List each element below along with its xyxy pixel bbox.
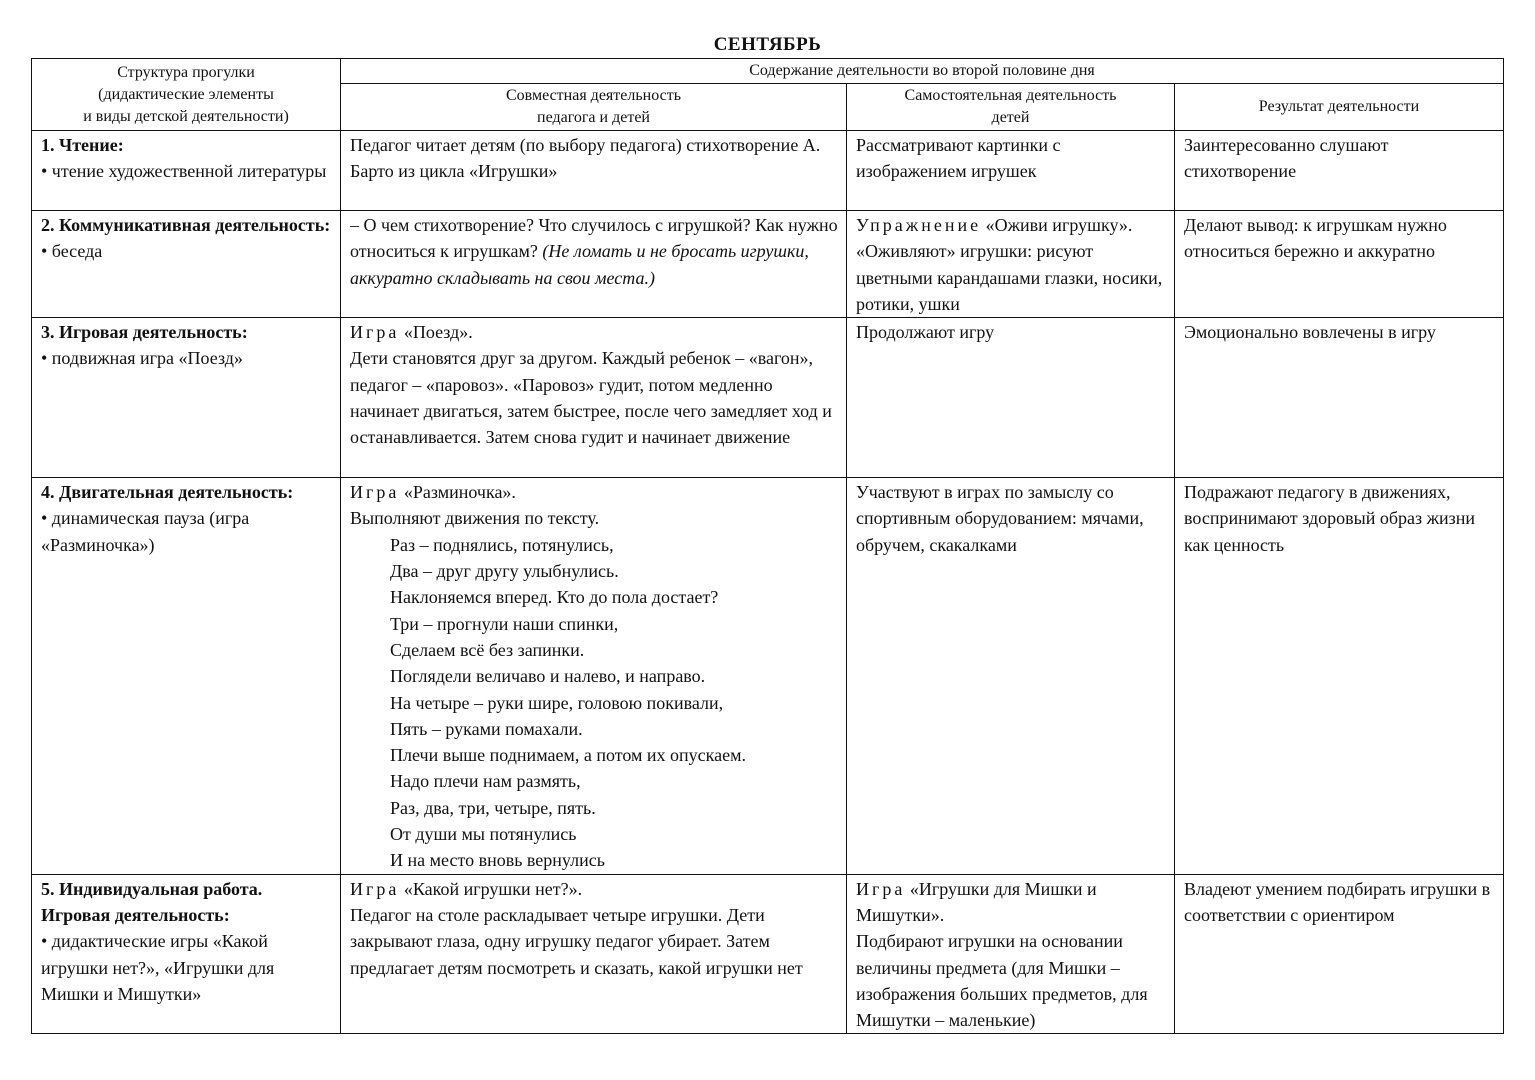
poem-line: Поглядели величаво и налево, и направо. [390,666,706,687]
header-joint [341,84,847,131]
independent-cell [847,131,1175,211]
activity-label: Игра [350,322,400,343]
structure-cell [32,318,341,478]
result-cell [1175,318,1504,478]
poem-line: И на место вновь вернулись [390,850,605,871]
structure-cell [32,211,341,318]
header-content: Содержание деятельности во второй половине дня [341,59,1504,84]
result-cell [1175,211,1504,318]
independent-text: Подбирают игрушки на основании величины предмета (для Мишки – изображения больших предметов, для Мишутки – маленькие) [856,931,1148,1031]
table-row [32,478,1504,874]
result-cell [1175,131,1504,211]
joint-cell [341,211,847,318]
independent-text: Участвуют в играх по замыслу со спортивным оборудованием: мячами, обручем, скакалками [856,482,1144,555]
structure-title: 1. Чтение: [41,135,124,155]
joint-text: Педагог читает детям (по выбору педагога) стихотворение А. Барто из цикла «Игрушки» [350,135,821,182]
structure-cell [32,874,341,1034]
structure-item: • беседа [41,241,103,262]
activity-table [31,58,1504,1034]
header-structure [32,59,341,131]
game-name: «Поезд». [403,322,473,343]
header-joint-line: Совместная деятельность [505,87,682,104]
structure-title: 4. Двигательная деятельность: [41,482,294,503]
poem-line: Сделаем всё без запинки. [390,639,585,660]
structure-cell [32,478,341,874]
header-result: Результат деятельности [1175,84,1504,131]
poem [390,532,839,874]
structure-title: 2. Коммуникативная деятельность: [41,215,331,235]
independent-cell [847,318,1175,478]
header-independent [847,84,1175,131]
result-text: Эмоционально вовлечены в игру [1184,322,1436,343]
table-row [32,131,1504,211]
structure-title: 3. Игровая деятельность: [41,322,248,343]
poem-line: Раз, два, три, четыре, пять. [390,797,596,818]
header-structure-line: и виды детской деятельности) [83,107,289,125]
structure-item: • подвижная игра «Поезд» [41,348,243,369]
structure-title: 5. Индивидуальная работа. Игровая деятельность: [41,878,263,925]
result-cell [1175,478,1504,874]
game-name: «Какой игрушки нет?». [403,878,583,899]
poem-line: Плечи выше поднимаем, а потом их опускаем. [390,745,746,766]
poem-line: На четыре – руки шире, головою покивали, [390,692,724,713]
joint-cell [341,131,847,211]
poem-line: Два – друг другу улыбнулись. [390,561,619,582]
independent-text: «Оживи игрушку». «Оживляют» игрушки: рисуют цветными карандашами глазки, носики, ротики, ушки [856,215,1163,314]
table-row [32,874,1504,1034]
result-text: Владеют умением подбирать игрушки в соответствии с ориентиром [1184,878,1491,925]
joint-text: – О чем стихотворение? Что случилось с игрушкой? Как нужно относиться к игрушкам? [350,215,838,262]
header-joint-line: педагога и детей [537,109,650,126]
independent-cell [847,211,1175,318]
structure-item: • динамическая пауза (игра «Разминочка») [41,508,250,555]
header-structure-line: (дидактические элементы [98,85,274,103]
independent-cell [847,874,1175,1034]
result-cell [1175,874,1504,1034]
activity-label: Игра [350,482,400,503]
joint-cell [341,318,847,478]
poem-line: Надо плечи нам размять, [390,771,581,792]
poem-line: От души мы потянулись [390,824,577,845]
joint-text: Педагог на столе раскладывает четыре игрушки. Дети закрывают глаза, одну игрушку педагог убирает. Затем предлагает детям посмотреть и сказать, какой игрушки нет [350,904,803,978]
joint-italic-note: (Не ломать и не бросать игрушки, аккуратно складывать на свои места.) [350,241,809,288]
activity-label: Игра [856,878,906,899]
table-row [32,318,1504,478]
poem-line: Три – прогнули наши спинки, [390,613,619,634]
activity-label: Игра [350,878,400,899]
poem-line: Наклоняемся вперед. Кто до пола достает? [390,587,719,608]
poem-line: Раз – поднялись, потянулись, [390,534,614,555]
structure-cell [32,131,341,211]
joint-text: Выполняют движения по тексту. [350,508,600,529]
result-text: Подражают педагогу в движениях, воспринимают здоровый образ жизни как ценность [1184,482,1476,555]
table-row [32,211,1504,318]
activity-label: Упражнение [856,215,982,235]
independent-text: Продолжают игру [856,322,995,343]
header-independent-line: Самостоятельная деятельность [904,87,1117,104]
result-text: Заинтересованно слушают стихотворение [1184,135,1389,182]
poem-line: Пять – руками помахали. [390,718,583,739]
game-name: «Разминочка». [403,482,516,503]
structure-item: • дидактические игры «Какой игрушки нет?», «Игрушки для Мишки и Мишутки» [41,931,275,1004]
structure-item: • чтение художественной литературы [41,161,327,182]
header-structure-line: Структура прогулки [117,63,255,81]
page-title: СЕНТЯБРЬ [713,34,822,55]
independent-cell [847,478,1175,874]
header-independent-line: детей [991,109,1030,126]
independent-text: Рассматривают картинки с изображением игрушек [856,135,1061,182]
result-text: Делают вывод: к игрушкам нужно относиться бережно и аккуратно [1184,215,1447,262]
joint-cell [341,478,847,874]
game-name: «Игрушки для Мишки и Мишутки». [856,878,1097,925]
joint-text: Дети становятся друг за другом. Каждый ребенок – «вагон», педагог – «паровоз». «Паровоз» гудит, потом медленно начинает двигаться, затем быстрее, после чего замедляет ход и останавливается. Затем снова гудит и начинает движение [350,348,832,448]
joint-cell [341,874,847,1034]
